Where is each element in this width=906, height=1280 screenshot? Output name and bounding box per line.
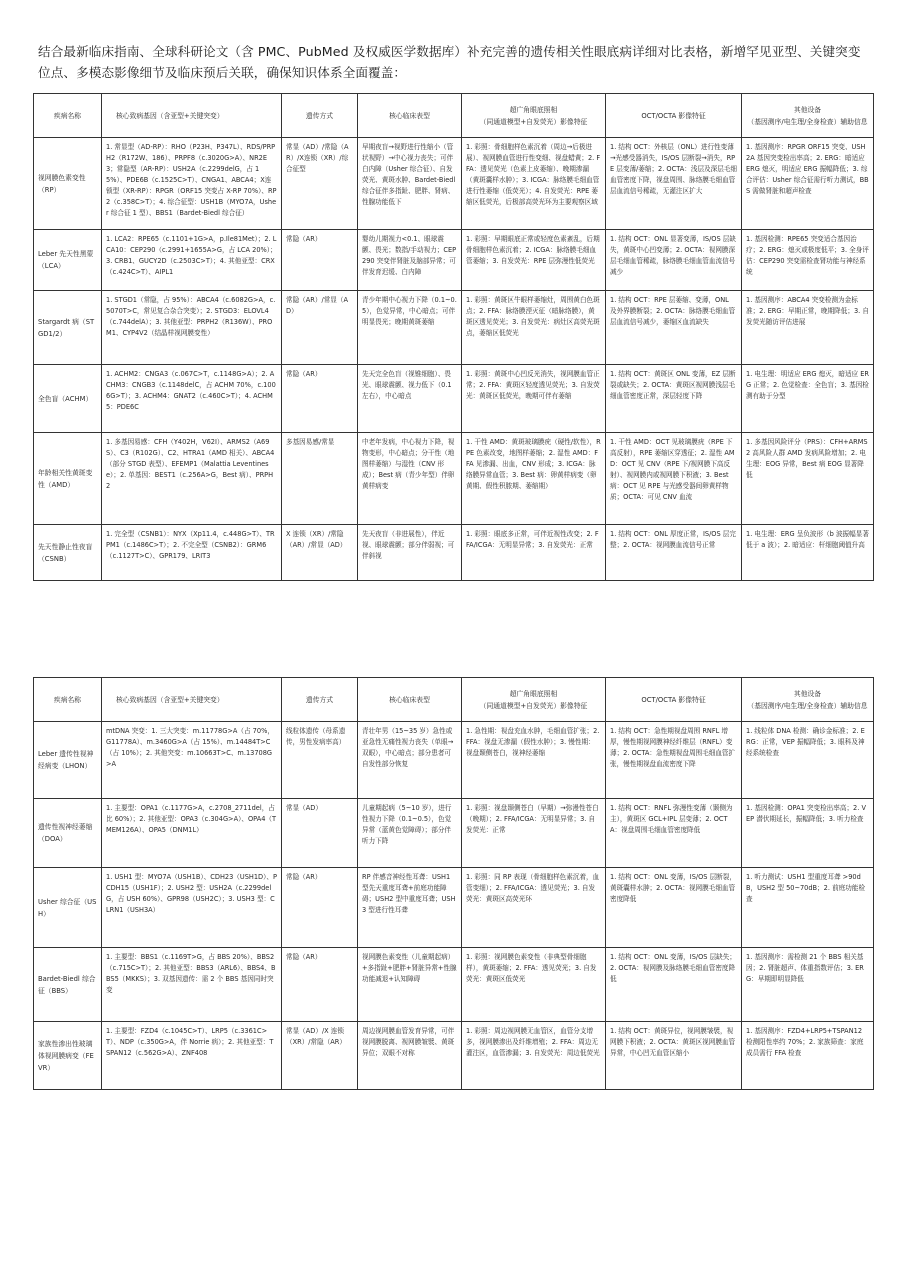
cell-other: 1. 电生理：ERG 呈负波形（b 波振幅显著低于 a 波）；2. 暗适应：杆细胞阈值升高 [742, 525, 874, 581]
cell-inheritance: X 连锁（XR）/常隐（AR）/常显（AD） [282, 525, 358, 581]
cell-inheritance: 常隐（AR） [282, 948, 358, 1022]
header-other-line2: （基因测序/电生理/全身检查）辅助信息 [747, 701, 868, 710]
header-inheritance: 遗传方式 [282, 94, 358, 138]
table-row [34, 722, 874, 799]
cell-oct: 1. 结构 OCT：RPE 层萎缩、变薄，ONL 及外界膜断裂；2. OCTA：脉络膜毛细血管层血流信号减少，萎缩区血流缺失 [606, 291, 742, 365]
cell-fundus: 1. 彩照：骨细胞样色素沉着（周边→后极进展）、视网膜血管进行性变细、视盘蜡黄；2. FFA：透见荧光（色素上皮萎缩）、晚期渗漏（黄斑囊样水肿）；3. ICGA：脉络膜毛细血管进行性萎缩（低荧光）；4. 自发荧光：RPE 萎缩区低荧光，后极部高荧光环为主要观察区域 [462, 138, 606, 230]
header-oct: OCT/OCTA 影像特征 [606, 94, 742, 138]
cell-oct: 1. 结构 OCT：ONL 变薄，IS/OS 层缺失；2. OCTA：视网膜及脉络膜毛细血管密度降低 [606, 948, 742, 1022]
cell-name: 遗传性视神经萎缩（DOA） [34, 799, 102, 868]
cell-clinical: 青少年期中心视力下降（0.1~0.5），色觉异常，中心暗点；可伴明显畏光；晚期黄斑萎缩 [358, 291, 462, 365]
cell-inheritance: 常隐（AR） [282, 230, 358, 291]
table-header-row [34, 94, 874, 138]
cell-other: 1. 基因测序：需检测 21 个 BBS 相关基因；2. 肾脏超声、体重指数评估；3. ERG：早期即明显降低 [742, 948, 874, 1022]
cell-fundus: 1. 彩照：黄斑区牛眼样萎缩灶，周围黄白色斑点；2. FFA：脉络膜湮灭征（暗脉络膜），黄斑区透见荧光；3. 自发荧光：病灶区高荧光斑点，萎缩区低荧光 [462, 291, 606, 365]
cell-inheritance: 常隐（AR） [282, 868, 358, 948]
cell-clinical: 婴幼儿期视力<0.1、眼球震颤、畏光；数指/手动视力；CEP290 突变伴肾脏及脑部异常；可伴发育迟缓、白内障 [358, 230, 462, 291]
cell-clinical: 先天夜盲（非进展性），伴近视、眼球震颤；部分伴弱视；可伴斜视 [358, 525, 462, 581]
cell-inheritance: 常显（AD）/常隐（AR）/X连锁（XR）/综合征型 [282, 138, 358, 230]
header-clinical: 核心临床表型 [358, 678, 462, 722]
header-other [742, 678, 874, 722]
cell-inheritance: 常隐（AR） [282, 365, 358, 433]
cell-oct: 1. 结构 OCT：ONL 变薄，IS/OS 层断裂，黄斑囊样水肿；2. OCTA：视网膜毛细血管密度降低 [606, 868, 742, 948]
header-fundus-line1: 超广角眼底照相 [509, 689, 558, 698]
cell-clinical: RP 伴感音神经性耳聋：USH1 型先天重度耳聋+前庭功能障碍；USH2 型中重度耳聋；USH3 型进行性耳聋 [358, 868, 462, 948]
header-other-line1: 其他设备 [793, 689, 822, 698]
disease-table-1 [33, 93, 874, 581]
cell-fundus: 1. 彩照：眼底多正常，可伴近视性改变；2. FFA/ICGA：无明显异常；3. 自发荧光：正常 [462, 525, 606, 581]
cell-fundus: 1. 彩照：同 RP 表现（骨细胞样色素沉着，血管变细）；2. FFA/ICGA：透见荧光；3. 自发荧光：黄斑区高荧光环 [462, 868, 606, 948]
table-row [34, 868, 874, 948]
cell-genes: mtDNA 突变：1. 三大突变：m.11778G>A（占 70%，G11778A）、m.3460G>A（占 15%）、m.14484T>C（占 10%）；2. 其他突变：m.10663T>C、m.13708G>A [102, 722, 282, 799]
header-clinical: 核心临床表型 [358, 94, 462, 138]
header-oct: OCT/OCTA 影像特征 [606, 678, 742, 722]
cell-genes: 1. 主要型：BBS1（c.1169T>G，占 BBS 20%）、BBS2（c.715C>T）；2. 其他亚型：BBS3（ARL6）、BBS4、BBS5（MKKS）；3. 双基因遗传：需 2 个 BBS 基因同时突变 [102, 948, 282, 1022]
cell-name: 先天性静止性夜盲（CSNB） [34, 525, 102, 581]
header-name: 疾病名称 [34, 94, 102, 138]
header-other-line1: 其他设备 [793, 105, 822, 114]
table-row [34, 1022, 874, 1090]
header-fundus [462, 94, 606, 138]
table-row [34, 365, 874, 433]
cell-clinical: 青壮年男（15~35 岁）急性或亚急性无痛性视力丧失（单眼→双眼），中心暗点；部分患者可自发性部分恢复 [358, 722, 462, 799]
cell-genes: 1. USH1 型：MYO7A（USH1B）、CDH23（USH1D）、PCDH15（USH1F）；2. USH2 型：USH2A（c.2299delG，占 USH 60%）、GPR98（USH2C）；3. USH3 型：CLRN1（USH3A） [102, 868, 282, 948]
cell-other: 1. 听力测试：USH1 型重度耳聋 >90dB，USH2 型 50~70dB；2. 前庭功能检查 [742, 868, 874, 948]
table-row [34, 433, 874, 525]
cell-genes: 1. 多基因易感：CFH（Y402H，V62I）、ARMS2（A69S）、C3（R102G）、C2、HTRA1（AMD 相关）、ABCA4（部分 STGD 表型）、EFEMP1（Malattia Leventinese）；2. 单基因：BEST1（c.256A>G，Best 病）、PRPH2 [102, 433, 282, 525]
header-other-line2: （基因测序/电生理/全身检查）辅助信息 [747, 117, 868, 126]
header-genes: 核心致病基因（含亚型+关键突变） [102, 94, 282, 138]
table-row [34, 799, 874, 868]
cell-clinical: 早期夜盲→视野进行性缩小（管状视野）→中心视力丧失；可伴白内障（Usher 综合征）、自发荧光、黄斑水肿、Bardet-Biedl 综合征伴多指趾、肥胖、肾病、性腺功能低下 [358, 138, 462, 230]
cell-name: Usher 综合征（USH） [34, 868, 102, 948]
header-fundus [462, 678, 606, 722]
cell-clinical: 先天完全色盲（视锥细胞）、畏光、眼球震颤、视力低下（0.1 左右），中心暗点 [358, 365, 462, 433]
cell-name: Stargardt 病（STGD1/2） [34, 291, 102, 365]
cell-oct: 1. 结构 OCT：黄斑区 ONL 变薄，EZ 层断裂或缺失；2. OCTA：黄斑区视网膜浅层毛细血管密度正常，深层轻度下降 [606, 365, 742, 433]
table-row [34, 291, 874, 365]
cell-oct: 1. 结构 OCT：外核层（ONL）进行性变薄→光感受器消失，IS/OS 层断裂→消失，RPE 层变薄/萎缩；2. OCTA：浅层及深层毛细血管密度下降，视盘周围、脉络膜毛细血管层血流信号稀疏，无灌注区扩大 [606, 138, 742, 230]
cell-inheritance: 常隐（AR）/常显（AD） [282, 291, 358, 365]
header-other [742, 94, 874, 138]
cell-oct: 1. 结构 OCT：ONL 厚度正常，IS/OS 层完整；2. OCTA：视网膜血流信号正常 [606, 525, 742, 581]
cell-clinical: 中老年发病，中心视力下降，视物变形，中心暗点；分干性（地图样萎缩）与湿性（CNV 形成）；Best 病（青少年型）伴卵黄样病变 [358, 433, 462, 525]
table-row [34, 230, 874, 291]
cell-name: 年龄相关性黄斑变性（AMD） [34, 433, 102, 525]
header-fundus-line2: （同通道模型+自发荧光）影像特征 [479, 117, 588, 126]
cell-fundus: 1. 干性 AMD：黄斑玻璃膜疣（硬性/软性），RPE 色素改变，地图样萎缩；2. 湿性 AMD：FFA 见渗漏、出血，CNV 形成；3. ICGA：脉络膜异常血管；3. Best 病：卵黄样病变（卵黄期、假性积脓期、萎缩期） [462, 433, 606, 525]
cell-name: 家族性渗出性玻璃体视网膜病变（FEVR） [34, 1022, 102, 1090]
cell-genes: 1. 常显型（AD-RP）：RHO（P23H、P347L）、RDS/PRPH2（R172W、186）、PRPF8（c.3020G>A）、NR2E3；常隐型（AR-RP）：USH2A（c.2299delG，占 15%）、PDE6B（c.1525C>T）、CNGA1、ABCA4；X连锁型（XR-RP）：RPGR（ORF15 突变占 X-RP 70%）、RP2（c.358C>T）；4. 综合征型：USH1B（MYO7A，Usher 综合征 1 型）、BBS1（Bardet-Biedl 综合征） [102, 138, 282, 230]
cell-inheritance: 常显（AD） [282, 799, 358, 868]
cell-name: Leber 遗传性视神经病变（LHON） [34, 722, 102, 799]
cell-fundus: 1. 急性期：视盘充血水肿，毛细血管扩张；2. FFA：视盘无渗漏（假性水肿）；3. 慢性期：视盘颞侧苍白，视神经萎缩 [462, 722, 606, 799]
cell-other: 1. 基因测序：FZD4+LRP5+TSPAN12 检测阳性率约 70%；2. 家族筛查：家庭成员需行 FFA 检查 [742, 1022, 874, 1090]
cell-name: Leber 先天性黑蒙（LCA） [34, 230, 102, 291]
table-header-row [34, 678, 874, 722]
cell-clinical: 儿童期起病（5~10 岁），进行性视力下降（0.1~0.5），色觉异常（蓝黄色觉障碍）；部分伴听力下降 [358, 799, 462, 868]
header-fundus-line1: 超广角眼底照相 [509, 105, 558, 114]
cell-clinical: 周边视网膜血管发育异常，可伴视网膜脱离、视网膜皱襞、黄斑异位；双眼不对称 [358, 1022, 462, 1090]
cell-fundus: 1. 彩照：视网膜色素变性（非典型骨细胞样），黄斑萎缩；2. FFA：透见荧光；3. 自发荧光：黄斑区低荧光 [462, 948, 606, 1022]
cell-other: 1. 多基因风险评分（PRS）：CFH+ARMS2 高风险人群 AMD 发病风险增加；2. 电生理：EOG 异常，Best 病 EOG 显著降低 [742, 433, 874, 525]
cell-fundus: 1. 彩照：视盘颞侧苍白（早期）→弥漫性苍白（晚期）；2. FFA/ICGA：无明显异常；3. 自发荧光：正常 [462, 799, 606, 868]
cell-other: 1. 基因检测：RPE65 突变适合基因治疗；2. ERG：熄灭或极度低平；3. 全身评估：CEP290 突变需检查肾功能与神经系统 [742, 230, 874, 291]
cell-inheritance: 线粒体遗传（母系遗传，男性发病率高） [282, 722, 358, 799]
header-fundus-line2: （同通道模型+自发荧光）影像特征 [479, 701, 588, 710]
table-row [34, 525, 874, 581]
cell-other: 1. 电生理：明适应 ERG 熄灭，暗适应 ERG 正常；2. 色觉检查：全色盲；3. 基因检测有助于分型 [742, 365, 874, 433]
cell-other: 1. 基因检测：OPA1 突变检出率高；2. VEP 潜伏期延长，振幅降低；3. 听力检查 [742, 799, 874, 868]
cell-inheritance: 多基因易感/常显 [282, 433, 358, 525]
cell-name: 全色盲（ACHM） [34, 365, 102, 433]
cell-fundus: 1. 彩照：早期眼底正常或轻度色素紊乱，后期骨细胞样色素沉着；2. ICGA：脉络膜毛细血管萎缩；3. 自发荧光：RPE 层弥漫性低荧光 [462, 230, 606, 291]
cell-oct: 1. 结构 OCT：黄斑异位，视网膜皱襞，视网膜下积液；2. OCTA：黄斑区视网膜血管异常，中心凹无血管区缩小 [606, 1022, 742, 1090]
cell-oct: 1. 结构 OCT：ONL 显著变薄，IS/OS 层缺失，黄斑中心凹变薄；2. OCTA：视网膜深层毛细血管稀疏，脉络膜毛细血管血流信号减少 [606, 230, 742, 291]
cell-fundus: 1. 彩照：黄斑中心凹反光消失，视网膜血管正常；2. FFA：黄斑区轻度透见荧光；3. 自发荧光：黄斑区低荧光，晚期可伴有萎缩 [462, 365, 606, 433]
cell-oct: 1. 干性 AMD：OCT 见玻璃膜疣（RPE 下高反射），RPE 萎缩区穿透征；2. 湿性 AMD：OCT 见 CNV（RPE 下/视网膜下高反射）、视网膜内或视网膜下积液；3. Best 病：OCT 见 RPE 与光感受器间卵黄样物质；OCTA：可见 CNV 血流 [606, 433, 742, 525]
cell-other: 1. 基因测序：RPGR ORF15 突变、USH2A 基因突变检出率高；2. ERG：暗适应 ERG 熄灭，明适应 ERG 振幅降低；3. 综合评估：Usher 综合征需行听力测试，BBS 需做肾脏和超声检查 [742, 138, 874, 230]
header-inheritance: 遗传方式 [282, 678, 358, 722]
cell-oct: 1. 结构 OCT：RNFL 弥漫性变薄（颞侧为主），黄斑区 GCL+IPL 层变薄；2. OCTA：视盘周围毛细血管密度降低 [606, 799, 742, 868]
cell-inheritance: 常显（AD）/X 连锁（XR）/常隐（AR） [282, 1022, 358, 1090]
cell-genes: 1. ACHM2：CNGA3（c.067C>T，c.1148G>A）；2. ACHM3：CNGB3（c.1148delC，占 ACHM 70%，c.1006G>T）；3. ACHM4：GNAT2（c.460C>T）；4. ACHM5：PDE6C [102, 365, 282, 433]
cell-name: 视网膜色素变性（RP） [34, 138, 102, 230]
disease-table-2 [33, 677, 874, 1090]
intro-paragraph: 结合最新临床指南、全球科研论文（含 PMC、PubMed 及权威医学数据库）补充完善的遗传相关性眼底病详细对比表格，新增罕见亚型、关键突变位点、多模态影像细节及临床预后关联，确保知识体系全面覆盖： [38, 44, 861, 80]
table-row [34, 948, 874, 1022]
cell-genes: 1. STGD1（常隐，占 95%）：ABCA4（c.6082G>A，c.5070T>C，常见复合杂合突变）；2. STGD3：ELOVL4（c.744delA）；3. 其他亚型：PRPH2（R136W）、PROM1、CYP4V2（结晶样视网膜变性） [102, 291, 282, 365]
cell-genes: 1. LCA2：RPE65（c.1101+1G>A，p.Ile81Met）；2. LCA10：CEP290（c.2991+1655A>G，占 LCA 20%）；3. CRB1、GUCY2D（c.2503C>T）；4. 其他亚型：CRX（c.424C>T）、AIPL1 [102, 230, 282, 291]
cell-genes: 1. 主要型：OPA1（c.1177G>A，c.2708_2711del，占比 60%）；2. 其他亚型：OPA3（c.304G>A）、OPA4（TMEM126A）、OPA5（DNM1L） [102, 799, 282, 868]
cell-oct: 1. 结构 OCT：急性期视盘周围 RNFL 增厚，慢性期视网膜神经纤维层（RNFL）变薄；2. OCTA：急性期视盘周围毛细血管扩张，慢性期视盘血流密度下降 [606, 722, 742, 799]
header-name: 疾病名称 [34, 678, 102, 722]
cell-genes: 1. 完全型（CSNB1）：NYX（Xp11.4，c.448G>T）、TRPM1（c.1486C>T）；2. 不完全型（CSNB2）：GRM6（c.1127T>C）、GPR179、LRIT3 [102, 525, 282, 581]
table-row [34, 138, 874, 230]
header-genes: 核心致病基因（含亚型+关键突变） [102, 678, 282, 722]
cell-other: 1. 基因测序：ABCA4 突变检测为金标准；2. ERG：早期正常，晚期降低；3. 自发荧光随访评估进展 [742, 291, 874, 365]
cell-name: Bardet-Biedl 综合征（BBS） [34, 948, 102, 1022]
cell-other: 1. 线粒体 DNA 检测：确诊金标准；2. ERG：正常，VEP 振幅降低；3. 眼科及神经系统检查 [742, 722, 874, 799]
cell-genes: 1. 主要型：FZD4（c.1045C>T）、LRP5（c.3361C>T）、NDP（c.350G>A，伴 Norrie 病）；2. 其他亚型：TSPAN12（c.562G>A）、ZNF408 [102, 1022, 282, 1090]
cell-fundus: 1. 彩照：周边视网膜无血管区，血管分支增多，视网膜渗出及纤维增殖；2. FFA：周边无灌注区，血管渗漏；3. 自发荧光：周边低荧光 [462, 1022, 606, 1090]
cell-clinical: 视网膜色素变性（儿童期起病）+多指趾+肥胖+肾脏异常+性腺功能减退+认知障碍 [358, 948, 462, 1022]
